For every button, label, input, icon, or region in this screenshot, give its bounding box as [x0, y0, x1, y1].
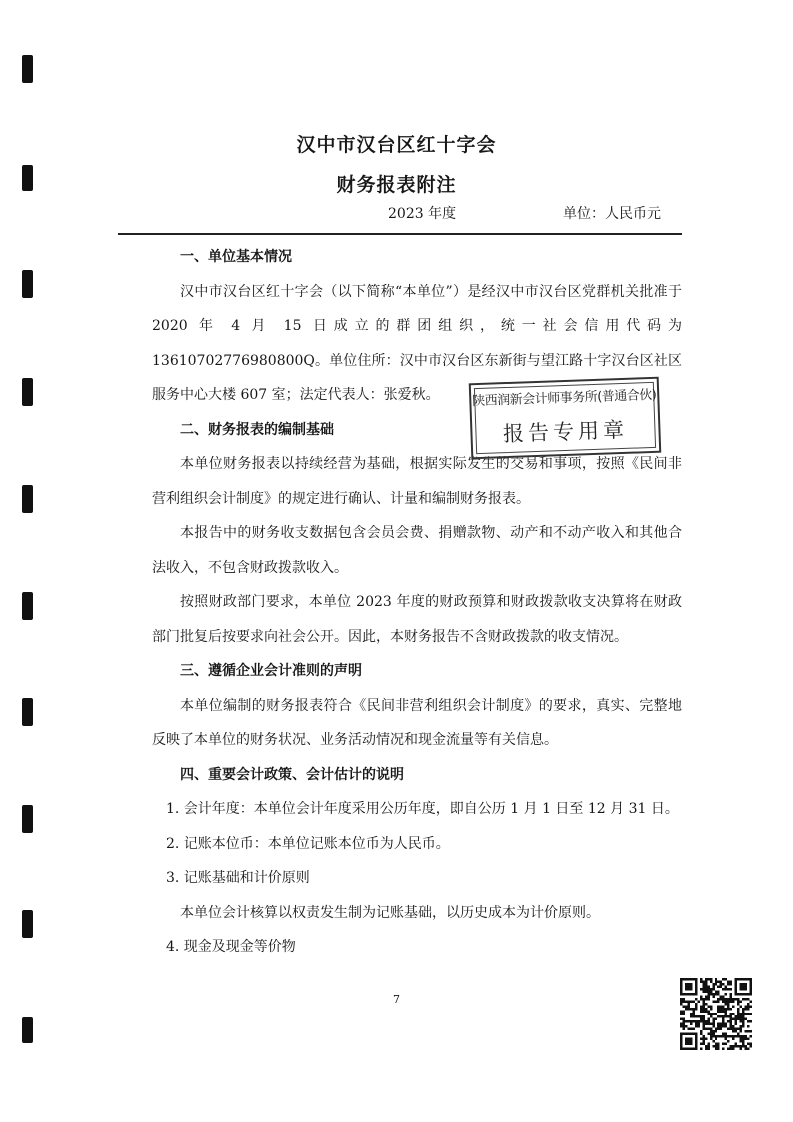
section-heading: 三、遵循企业会计准则的声明 — [180, 663, 362, 679]
binding-hole — [22, 1017, 33, 1043]
binding-hole — [22, 805, 33, 833]
binding-hole — [22, 910, 33, 938]
list-item: 4. 现金及现金等价物 — [166, 939, 296, 955]
notes-body — [152, 240, 682, 965]
binding-hole — [22, 485, 33, 513]
paragraph: 本单位会计核算以权责发生制为记账基础，以历史成本为计价原则。 — [180, 904, 600, 921]
list-item: 2. 记账本位币：本单位记账本位币为人民币。 — [166, 835, 450, 852]
list-item: 3. 记账基础和计价原则 — [166, 870, 310, 886]
binding-hole — [22, 592, 33, 620]
report-seal-stamp — [469, 377, 662, 460]
currency-unit: 单位：人民币元 — [563, 206, 661, 222]
header-divider — [118, 233, 682, 235]
list-item: 1. 会计年度：本单位会计年度采用公历年度，即自公历 1 月 1 日至 12 月 31 日。 — [166, 801, 679, 817]
binding-hole — [22, 378, 33, 406]
paragraph: 按照财政部门要求，本单位 2023 年度的财政预算和财政拨款收支决算将在财政部门批复后按要求向社会公开。因此，本财务报告不含财政拨款的收支情况。 — [152, 594, 682, 645]
paragraph: 本单位财务报表以持续经营为基础，根据实际发生的交易和事项，按照《民间非营利组织会计制度》的规定进行确认、计量和编制财务报表。 — [152, 456, 682, 507]
stamp-firm-name: 陕西润新会计师事务所(普通合伙) — [472, 387, 657, 410]
page-number: 7 — [393, 993, 400, 1006]
report-title: 财务报表附注 — [336, 174, 457, 196]
binding-hole — [22, 270, 33, 298]
section-heading: 四、重要会计政策、会计估计的说明 — [180, 766, 404, 783]
qr-code-icon — [680, 978, 752, 1050]
paragraph: 本报告中的财务收支数据包含会员会费、捐赠款物、动产和不动产收入和其他合法收入，不包含财政拨款收入。 — [152, 525, 682, 576]
paragraph: 汉中市汉台区红十字会（以下简称“本单位”）是经汉中市汉台区党群机关批准于 2020 年 4 月 15 日成立的群团组织，统一社会信用代码为 13610702776980800Q。单位住所：汉中市汉台区东新街与望江路十字汉台区社区服务中心大楼 607 室；法定代表人：张爱秋。 — [152, 283, 682, 403]
binding-hole — [22, 698, 33, 726]
binding-hole — [22, 55, 33, 83]
section-heading: 一、单位基本情况 — [180, 249, 292, 265]
paragraph: 本单位编制的财务报表符合《民间非营利组织会计制度》的要求，真实、完整地反映了本单位的财务状况、业务活动情况和现金流量等有关信息。 — [152, 697, 682, 748]
section-heading: 二、财务报表的编制基础 — [180, 421, 334, 438]
report-year: 2023 年度 — [388, 206, 457, 222]
stamp-label: 报告专用章 — [502, 417, 629, 447]
org-title: 汉中市汉台区红十字会 — [296, 134, 497, 156]
